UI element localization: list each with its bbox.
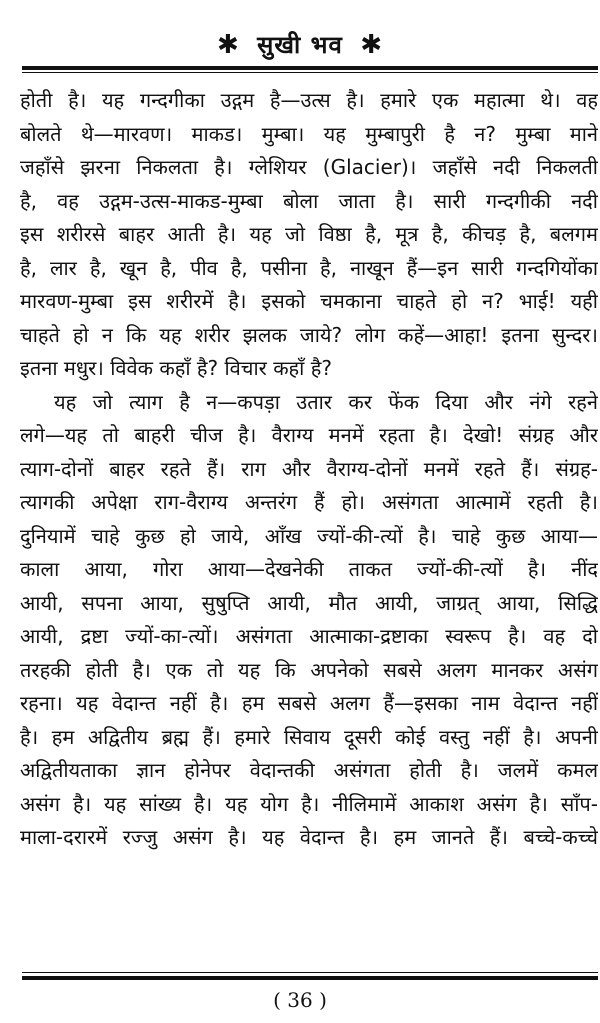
text-line: रहना। यह वेदान्त नहीं है। हम सबसे अलग हैं—इसका नाम वेदान्त नहीं xyxy=(20,691,598,715)
footer-rule-thick xyxy=(22,976,598,980)
text-line: आयी, द्रष्टा ज्यों-का-त्यों। असंगता आत्माका-द्रष्टाका स्वरूप है। वह दो xyxy=(20,624,598,648)
text-line: अद्वितीयताका ज्ञान होनेपर वेदान्तकी असंगता होती है। जलमें कमल xyxy=(20,758,598,782)
header-rule-thick xyxy=(22,66,598,70)
text-line: त्यागकी अपेक्षा राग-वैराग्य अन्तरंग हैं हो। असंगता आत्मामें रहती है। xyxy=(20,490,598,514)
text-line: माला-दरारमें रज्जु असंग है। यह वेदान्त है। हम जानते हैं। बच्चे-कच्चे xyxy=(20,825,598,849)
body-text xyxy=(20,84,598,855)
header-rule-thin xyxy=(22,72,598,73)
text-line: जहाँसे झरना निकलता है। ग्लेशियर (Glacier)। जहाँसे नदी निकलती xyxy=(20,155,598,179)
text-line: मारवण-मुम्बा इस शरीरमें है। इसको चमकाना चाहते हो न? भाई! यही xyxy=(20,289,598,313)
footer-rule-thin xyxy=(22,972,598,973)
text-line: दुनियामें चाहे कुछ हो जाये, आँख ज्यों-की-त्यों है। चाहे कुछ आया— xyxy=(20,523,598,548)
text-line: बोलते थे—मारवण। माकड। मुम्बा। यह मुम्बापुरी है न? मुम्बा माने xyxy=(20,121,598,146)
paragraph-start-line: यह जो त्याग है न—कपड़ा उतार कर फेंक दिया और नंगे रहने xyxy=(54,389,598,414)
text-line: है, लार है, खून है, पीव है, पसीना है, नाखून हैं—इन सारी गन्दगियोंका xyxy=(20,255,598,280)
text-line: असंग है। यह सांख्य है। यह योग है। नीलिमामें आकाश असंग है। साँप- xyxy=(20,791,598,816)
header-title: सुखी भव xyxy=(257,31,343,59)
text-line: तरहकी होती है। एक तो यह कि अपनेको सबसे अलग मानकर असंग xyxy=(20,657,598,682)
text-line: आयी, सपना आया, सुषुप्ति आयी, मौत आयी, जाग्रत् आया, सिद्धि xyxy=(20,590,598,615)
text-line: इस शरीरसे बाहर आती है। यह जो विष्ठा है, मूत्र है, कीचड़ है, बलगम xyxy=(20,222,598,246)
running-header xyxy=(0,28,600,61)
text-line: काला आया, गोरा आया—देखनेकी ताकत ज्यों-की-त्यों है। नींद xyxy=(20,557,598,581)
star-right-icon: ✱ xyxy=(360,30,383,60)
star-left-icon: ✱ xyxy=(217,30,240,60)
text-line: त्याग-दोनों बाहर रहते हैं। राग और वैराग्य-दोनों मनमें रहते हैं। संग्रह- xyxy=(20,456,598,481)
text-line: इतना मधुर। विवेक कहाँ है? विचार कहाँ है? xyxy=(20,356,332,380)
text-line: होती है। यह गन्दगीका उद्गम है—उत्स है। हमारे एक महात्मा थे। वह xyxy=(20,88,598,112)
text-line: है। हम अद्वितीय ब्रह्म हैं। हमारे सिवाय दूसरी कोई वस्तु नहीं है। अपनी xyxy=(20,724,598,749)
page-number: ( 36 ) xyxy=(273,988,327,1012)
text-line: लगे—यह तो बाहरी चीज है। वैराग्य मनमें रहता है। देखो! संग्रह और xyxy=(20,423,598,447)
text-line: चाहते हो न कि यह शरीर झलक जाये? लोग कहें—आहा! इतना सुन्दर। xyxy=(20,322,598,347)
text-line: है, वह उद्गम-उत्स-माकड-मुम्बा बोला जाता है। सारी गन्दगीकी नदी xyxy=(20,188,598,213)
